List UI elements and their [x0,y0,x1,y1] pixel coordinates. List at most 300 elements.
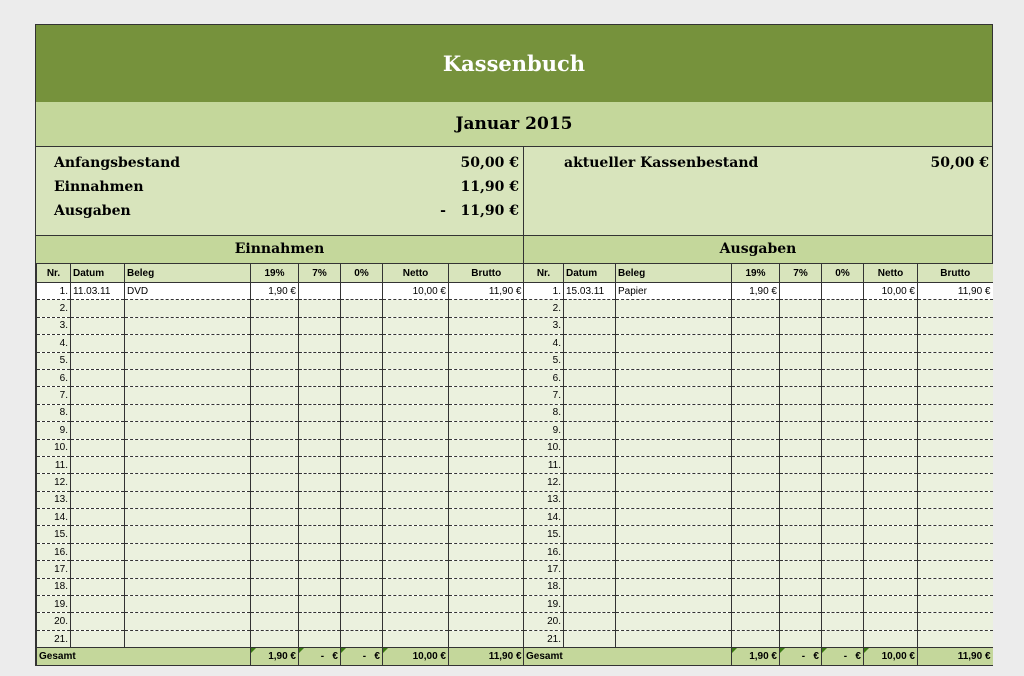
cell-datum[interactable] [564,630,616,647]
cell-p19[interactable] [732,491,780,508]
cell-p7[interactable] [299,526,341,543]
cell-netto[interactable] [864,596,918,613]
cell-p19[interactable] [251,630,299,647]
cell-p7[interactable] [299,491,341,508]
cell-p0[interactable] [341,456,383,473]
cell-netto[interactable] [383,439,449,456]
cell-p7[interactable] [780,543,822,560]
cell-p0[interactable] [341,422,383,439]
cell-brutto[interactable] [449,422,524,439]
cell-brutto[interactable] [449,509,524,526]
cell-p7[interactable] [780,317,822,334]
cell-nr[interactable]: 10. [37,439,71,456]
cell-p7[interactable] [299,404,341,421]
cell-brutto[interactable] [449,578,524,595]
cell-nr[interactable]: 1. [524,283,564,300]
cell-netto[interactable] [383,335,449,352]
cell-netto[interactable] [383,317,449,334]
cell-datum[interactable] [71,404,125,421]
cell-p19[interactable] [251,317,299,334]
cell-beleg[interactable] [125,369,251,386]
cell-p0[interactable] [822,526,864,543]
cell-netto[interactable] [864,317,918,334]
cell-p7[interactable] [299,369,341,386]
cell-p0[interactable] [341,526,383,543]
cell-p7[interactable] [780,352,822,369]
cell-beleg[interactable] [616,335,732,352]
cell-nr[interactable]: 13. [37,491,71,508]
cell-brutto[interactable] [449,613,524,630]
cell-beleg[interactable] [125,578,251,595]
cell-brutto[interactable] [449,474,524,491]
total-netto[interactable]: 10,00 € [864,648,918,666]
cell-p19[interactable] [251,422,299,439]
cell-p0[interactable] [341,596,383,613]
cell-nr[interactable]: 14. [37,509,71,526]
cell-beleg[interactable] [616,387,732,404]
cell-p7[interactable] [780,491,822,508]
cell-netto[interactable] [864,387,918,404]
cell-nr[interactable]: 11. [524,456,564,473]
cell-nr[interactable]: 2. [37,300,71,317]
cell-p7[interactable] [780,526,822,543]
cell-p7[interactable] [780,596,822,613]
cell-datum[interactable] [71,300,125,317]
cell-p19[interactable] [251,526,299,543]
cell-brutto[interactable] [449,596,524,613]
total-p19[interactable]: 1,90 € [732,648,780,666]
cell-p7[interactable] [299,613,341,630]
cell-p19[interactable] [251,335,299,352]
cell-p0[interactable] [341,404,383,421]
cell-nr[interactable]: 8. [524,404,564,421]
cell-datum[interactable] [71,422,125,439]
total-p0[interactable]: - € [341,648,383,666]
cell-p7[interactable] [299,317,341,334]
cell-p0[interactable] [822,596,864,613]
cell-beleg[interactable] [616,613,732,630]
cell-beleg[interactable] [125,456,251,473]
cell-nr[interactable]: 6. [37,369,71,386]
cell-datum[interactable] [564,543,616,560]
cell-netto[interactable] [864,369,918,386]
cell-beleg[interactable]: DVD [125,283,251,300]
cell-p7[interactable] [780,300,822,317]
cell-nr[interactable]: 3. [37,317,71,334]
cell-beleg[interactable] [125,387,251,404]
cell-brutto[interactable] [449,543,524,560]
cell-p19[interactable] [732,317,780,334]
cell-brutto[interactable]: 11,90 € [918,283,993,300]
cell-brutto[interactable] [918,578,993,595]
cell-p19[interactable] [732,596,780,613]
cell-brutto[interactable] [918,422,993,439]
cell-p0[interactable] [341,335,383,352]
cell-p19[interactable] [251,352,299,369]
cell-beleg[interactable] [125,613,251,630]
cell-p0[interactable] [822,474,864,491]
cell-datum[interactable] [71,456,125,473]
cell-datum[interactable]: 15.03.11 [564,283,616,300]
cell-nr[interactable]: 10. [524,439,564,456]
cell-nr[interactable]: 19. [37,596,71,613]
cell-p0[interactable] [822,456,864,473]
cell-brutto[interactable] [449,439,524,456]
cell-nr[interactable]: 1. [37,283,71,300]
cell-netto[interactable] [864,526,918,543]
cell-brutto[interactable] [449,561,524,578]
cell-datum[interactable] [71,491,125,508]
cell-netto[interactable] [864,491,918,508]
cell-beleg[interactable] [125,561,251,578]
cell-datum[interactable] [71,526,125,543]
cell-p19[interactable] [251,509,299,526]
cell-brutto[interactable] [449,491,524,508]
cell-p0[interactable] [341,369,383,386]
cell-p19[interactable]: 1,90 € [251,283,299,300]
cell-brutto[interactable] [918,335,993,352]
cell-p0[interactable] [341,543,383,560]
cell-p0[interactable] [341,439,383,456]
cell-p19[interactable] [732,578,780,595]
cell-brutto[interactable] [449,387,524,404]
cell-brutto[interactable] [918,369,993,386]
cell-beleg[interactable] [616,630,732,647]
cell-nr[interactable]: 21. [37,630,71,647]
cell-nr[interactable]: 19. [524,596,564,613]
cell-p7[interactable] [299,561,341,578]
cell-p7[interactable] [780,387,822,404]
cell-p19[interactable] [732,509,780,526]
cell-p7[interactable] [299,596,341,613]
cell-netto[interactable] [383,387,449,404]
cell-beleg[interactable] [125,509,251,526]
cell-p19[interactable] [251,300,299,317]
cell-nr[interactable]: 11. [37,456,71,473]
cell-datum[interactable] [564,509,616,526]
cell-p7[interactable] [299,474,341,491]
total-p7[interactable]: - € [299,648,341,666]
cell-datum[interactable] [564,474,616,491]
cell-p19[interactable] [251,578,299,595]
cell-p19[interactable] [251,561,299,578]
cell-netto[interactable]: 10,00 € [864,283,918,300]
cell-brutto[interactable] [918,596,993,613]
cell-p7[interactable] [299,422,341,439]
cell-nr[interactable]: 4. [524,335,564,352]
cell-p0[interactable] [341,300,383,317]
cell-p19[interactable] [732,404,780,421]
cell-brutto[interactable]: 11,90 € [449,283,524,300]
cell-brutto[interactable] [918,491,993,508]
cell-netto[interactable] [864,439,918,456]
cell-nr[interactable]: 21. [524,630,564,647]
cell-brutto[interactable] [918,352,993,369]
cell-netto[interactable] [383,561,449,578]
cell-datum[interactable] [564,335,616,352]
cell-p0[interactable] [822,300,864,317]
cell-p7[interactable] [299,630,341,647]
cell-nr[interactable]: 15. [37,526,71,543]
cell-nr[interactable]: 12. [524,474,564,491]
cell-datum[interactable] [71,509,125,526]
cell-datum[interactable] [564,439,616,456]
cell-nr[interactable]: 7. [524,387,564,404]
cell-nr[interactable]: 7. [37,387,71,404]
total-p19[interactable]: 1,90 € [251,648,299,666]
cell-brutto[interactable] [918,456,993,473]
cell-p19[interactable] [732,543,780,560]
cell-beleg[interactable] [125,422,251,439]
cell-netto[interactable] [864,422,918,439]
cell-p19[interactable] [732,352,780,369]
cell-p0[interactable] [822,352,864,369]
cell-p0[interactable] [341,630,383,647]
cell-nr[interactable]: 18. [37,578,71,595]
cell-p0[interactable] [822,509,864,526]
cell-nr[interactable]: 16. [524,543,564,560]
cell-p7[interactable] [780,456,822,473]
cell-netto[interactable] [864,613,918,630]
cell-datum[interactable] [564,300,616,317]
cell-p7[interactable] [780,561,822,578]
cell-datum[interactable] [564,422,616,439]
cell-p7[interactable] [299,456,341,473]
cell-p19[interactable] [732,439,780,456]
cell-datum[interactable] [564,491,616,508]
cell-datum[interactable] [71,578,125,595]
cell-brutto[interactable] [918,387,993,404]
total-brutto[interactable]: 11,90 € [918,648,993,666]
cell-beleg[interactable] [616,422,732,439]
cell-beleg[interactable] [125,317,251,334]
cell-netto[interactable] [864,335,918,352]
cell-p7[interactable] [299,387,341,404]
cell-netto[interactable] [864,509,918,526]
cell-datum[interactable] [71,317,125,334]
cell-datum[interactable] [564,561,616,578]
cell-netto[interactable] [864,456,918,473]
cell-p7[interactable] [299,439,341,456]
cell-datum[interactable] [564,613,616,630]
cell-datum[interactable] [71,630,125,647]
cell-p19[interactable] [251,369,299,386]
cell-p0[interactable] [341,283,383,300]
cell-nr[interactable]: 9. [524,422,564,439]
cell-nr[interactable]: 15. [524,526,564,543]
cell-p7[interactable] [299,578,341,595]
cell-netto[interactable] [864,561,918,578]
cell-p0[interactable] [341,561,383,578]
cell-datum[interactable] [564,317,616,334]
cell-p0[interactable] [822,439,864,456]
cell-brutto[interactable] [449,369,524,386]
cell-p0[interactable] [341,613,383,630]
cell-brutto[interactable] [918,613,993,630]
cell-brutto[interactable] [449,404,524,421]
cell-p0[interactable] [822,613,864,630]
total-p0[interactable]: - € [822,648,864,666]
cell-p19[interactable] [251,474,299,491]
cell-p0[interactable] [822,369,864,386]
cell-nr[interactable]: 5. [524,352,564,369]
cell-p19[interactable] [251,491,299,508]
cell-p19[interactable] [251,387,299,404]
cell-netto[interactable] [383,474,449,491]
cell-p0[interactable] [822,283,864,300]
cell-netto[interactable] [383,369,449,386]
cell-datum[interactable] [564,387,616,404]
cell-p0[interactable] [341,387,383,404]
cell-beleg[interactable] [616,456,732,473]
cell-beleg[interactable] [125,630,251,647]
cell-brutto[interactable] [449,317,524,334]
cell-p19[interactable] [732,630,780,647]
cell-netto[interactable] [864,578,918,595]
cell-p0[interactable] [341,317,383,334]
cell-beleg[interactable] [616,561,732,578]
cell-netto[interactable] [383,509,449,526]
cell-brutto[interactable] [918,526,993,543]
cell-nr[interactable]: 8. [37,404,71,421]
cell-nr[interactable]: 2. [524,300,564,317]
cell-netto[interactable]: 10,00 € [383,283,449,300]
cell-brutto[interactable] [449,300,524,317]
cell-brutto[interactable] [449,456,524,473]
cell-beleg[interactable] [125,335,251,352]
cell-p7[interactable] [780,613,822,630]
cell-datum[interactable] [71,474,125,491]
cell-p19[interactable] [732,456,780,473]
cell-p7[interactable] [299,283,341,300]
cell-p19[interactable] [251,439,299,456]
cell-p19[interactable] [732,561,780,578]
total-netto[interactable]: 10,00 € [383,648,449,666]
cell-beleg[interactable]: Papier [616,283,732,300]
cell-netto[interactable] [383,578,449,595]
cell-p7[interactable] [780,509,822,526]
cell-p0[interactable] [341,491,383,508]
cell-p19[interactable]: 1,90 € [732,283,780,300]
cell-datum[interactable] [71,352,125,369]
cell-nr[interactable]: 17. [37,561,71,578]
cell-p7[interactable] [780,578,822,595]
cell-p0[interactable] [822,561,864,578]
cell-p7[interactable] [780,369,822,386]
cell-beleg[interactable] [125,474,251,491]
cell-p7[interactable] [780,422,822,439]
cell-p0[interactable] [822,630,864,647]
cell-p19[interactable] [732,422,780,439]
cell-p19[interactable] [251,596,299,613]
cell-p0[interactable] [822,317,864,334]
cell-brutto[interactable] [918,439,993,456]
cell-p19[interactable] [732,387,780,404]
cell-beleg[interactable] [616,474,732,491]
cell-datum[interactable] [71,613,125,630]
cell-datum[interactable] [71,369,125,386]
cell-brutto[interactable] [449,526,524,543]
cell-brutto[interactable] [918,317,993,334]
cell-brutto[interactable] [918,474,993,491]
cell-netto[interactable] [383,456,449,473]
cell-p0[interactable] [822,387,864,404]
cell-datum[interactable] [71,596,125,613]
cell-beleg[interactable] [125,491,251,508]
cell-nr[interactable]: 18. [524,578,564,595]
cell-netto[interactable] [383,352,449,369]
cell-beleg[interactable] [616,509,732,526]
cell-netto[interactable] [383,613,449,630]
cell-netto[interactable] [383,630,449,647]
cell-beleg[interactable] [616,491,732,508]
cell-datum[interactable] [564,526,616,543]
cell-p19[interactable] [251,613,299,630]
cell-datum[interactable] [71,439,125,456]
cell-netto[interactable] [383,543,449,560]
cell-p7[interactable] [780,404,822,421]
cell-brutto[interactable] [449,335,524,352]
cell-p0[interactable] [822,404,864,421]
cell-beleg[interactable] [616,317,732,334]
cell-beleg[interactable] [125,300,251,317]
cell-nr[interactable]: 17. [524,561,564,578]
cell-netto[interactable] [864,352,918,369]
cell-p19[interactable] [732,526,780,543]
cell-netto[interactable] [383,491,449,508]
cell-netto[interactable] [383,300,449,317]
cell-beleg[interactable] [125,526,251,543]
cell-beleg[interactable] [125,596,251,613]
cell-p0[interactable] [341,352,383,369]
cell-netto[interactable] [383,422,449,439]
cell-brutto[interactable] [449,630,524,647]
cell-p0[interactable] [822,578,864,595]
cell-p7[interactable] [299,300,341,317]
cell-brutto[interactable] [918,543,993,560]
cell-nr[interactable]: 20. [524,613,564,630]
cell-nr[interactable]: 16. [37,543,71,560]
cell-datum[interactable] [71,335,125,352]
cell-p0[interactable] [822,543,864,560]
cell-beleg[interactable] [125,439,251,456]
cell-p19[interactable] [251,543,299,560]
cell-datum[interactable]: 11.03.11 [71,283,125,300]
cell-netto[interactable] [383,404,449,421]
total-p7[interactable]: - € [780,648,822,666]
cell-datum[interactable] [71,387,125,404]
cell-brutto[interactable] [918,300,993,317]
cell-nr[interactable]: 9. [37,422,71,439]
cell-beleg[interactable] [616,300,732,317]
cell-nr[interactable]: 3. [524,317,564,334]
cell-netto[interactable] [864,630,918,647]
cell-brutto[interactable] [918,630,993,647]
total-brutto[interactable]: 11,90 € [449,648,524,666]
cell-beleg[interactable] [125,404,251,421]
cell-datum[interactable] [564,369,616,386]
cell-p19[interactable] [251,456,299,473]
cell-nr[interactable]: 20. [37,613,71,630]
cell-nr[interactable]: 13. [524,491,564,508]
cell-p0[interactable] [822,335,864,352]
cell-p7[interactable] [299,543,341,560]
cell-datum[interactable] [564,404,616,421]
cell-nr[interactable]: 14. [524,509,564,526]
cell-nr[interactable]: 6. [524,369,564,386]
cell-netto[interactable] [864,300,918,317]
cell-nr[interactable]: 12. [37,474,71,491]
